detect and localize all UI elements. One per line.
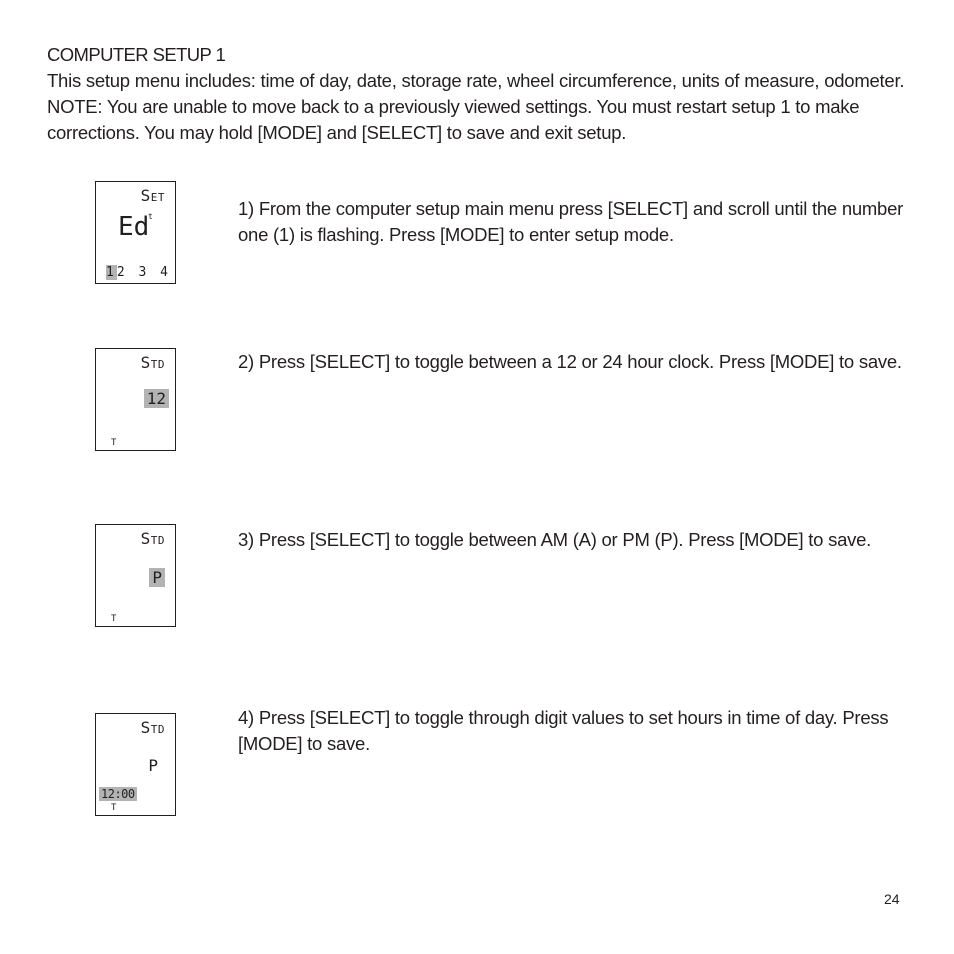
- step-1-text: 1) From the computer setup main menu press [SELECT] and scroll until the number one (1) is flashing. Press [MODE] to enter setup mode.: [238, 198, 904, 245]
- lcd-display-step-4: [95, 713, 176, 816]
- intro-paragraph: This setup menu includes: time of day, date, storage rate, wheel circumference, units of measure, odometer. NOTE: You are unable to move back to a previously viewed settings. You must restart setup 1 to make corrections. You may hold [MODE] and [SELECT] to save and exit setup.: [47, 70, 905, 143]
- lcd-label: SET: [140, 186, 165, 205]
- lcd-label: STD: [140, 353, 165, 372]
- page-number: 24: [884, 891, 900, 907]
- step-3-text: 3) Press [SELECT] to toggle between AM (A) or PM (P). Press [MODE] to save.: [238, 529, 872, 550]
- lcd-label: STD: [140, 529, 165, 548]
- lcd-main-value: Ed: [118, 212, 150, 242]
- lcd-menu-digits: 12 3 4: [106, 265, 171, 280]
- step-4-text: 4) Press [SELECT] to toggle through digit values to set hours in time of day. Press [MODE] to save.: [238, 707, 889, 754]
- lcd-selected-digit: 1: [106, 265, 117, 280]
- lcd-superscript: t: [148, 212, 153, 221]
- lcd-display-step-3: [95, 524, 176, 627]
- lcd-display-step-2: [95, 348, 176, 451]
- section-heading: COMPUTER SETUP 1: [47, 44, 226, 65]
- lcd-indicator: T: [111, 438, 117, 448]
- lcd-label: STD: [140, 718, 165, 737]
- lcd-indicator: T: [111, 803, 117, 813]
- lcd-time-value: 12:00: [101, 787, 135, 801]
- lcd-indicator: T: [111, 614, 117, 624]
- lcd-flashing-value: P: [149, 568, 165, 587]
- lcd-ampm-value: P: [148, 756, 158, 775]
- lcd-display-step-1: [95, 181, 176, 284]
- lcd-flashing-value: 12: [144, 389, 169, 408]
- step-2-text: 2) Press [SELECT] to toggle between a 12 or 24 hour clock. Press [MODE] to save.: [238, 351, 902, 372]
